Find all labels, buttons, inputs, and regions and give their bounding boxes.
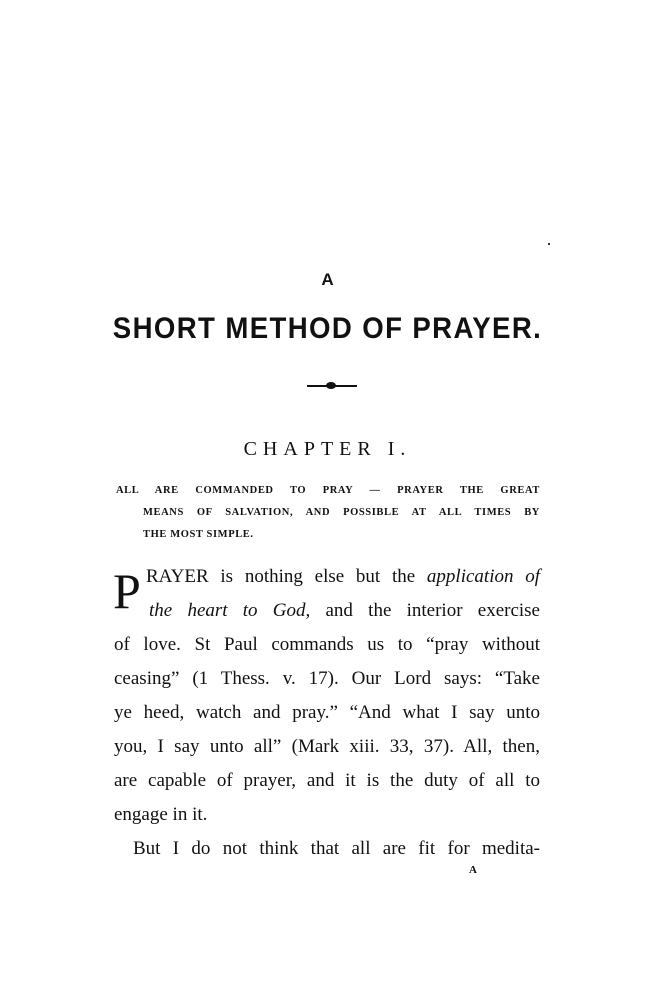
page-title: SHORT METHOD OF PRAYER. [112, 312, 543, 345]
body-line [146, 566, 540, 588]
ornament-dot [326, 382, 336, 389]
summary-line: THE MOST SIMPLE. [143, 529, 254, 540]
summary-line: MEANS OF SALVATION, AND POSSIBLE AT ALL TIMES BY [143, 507, 540, 518]
italic-text: the heart to God, [149, 600, 311, 621]
body-line: you, I say unto all” (Mark xiii. 33, 37). All, then, [114, 736, 540, 757]
title-article: A [321, 270, 334, 289]
body-line: But I do not think that all are fit for medita- [133, 838, 540, 859]
body-line: are capable of prayer, and it is the duty of all to [114, 770, 540, 791]
body-line: of love. St Paul commands us to “pray without [114, 634, 540, 655]
text: and the interior exercise [325, 600, 540, 621]
body-line: ye heed, watch and pray.” “And what I say unto [114, 702, 540, 723]
body-line: engage in it. [114, 804, 208, 825]
text: RAYER is nothing else but the [146, 566, 416, 587]
speck [548, 243, 550, 245]
drop-cap: P [113, 563, 141, 619]
chapter-summary [0, 480, 655, 550]
chapter-heading: CHAPTER I. [243, 438, 412, 460]
body-line: ceasing” (1 Thess. v. 17). Our Lord says: “Take [114, 668, 540, 689]
signature-mark: A [469, 864, 477, 876]
body-line [149, 600, 540, 622]
italic-text: application of [426, 566, 540, 587]
summary-line: ALL ARE COMMANDED TO PRAY — PRAYER THE GREAT [116, 485, 540, 496]
